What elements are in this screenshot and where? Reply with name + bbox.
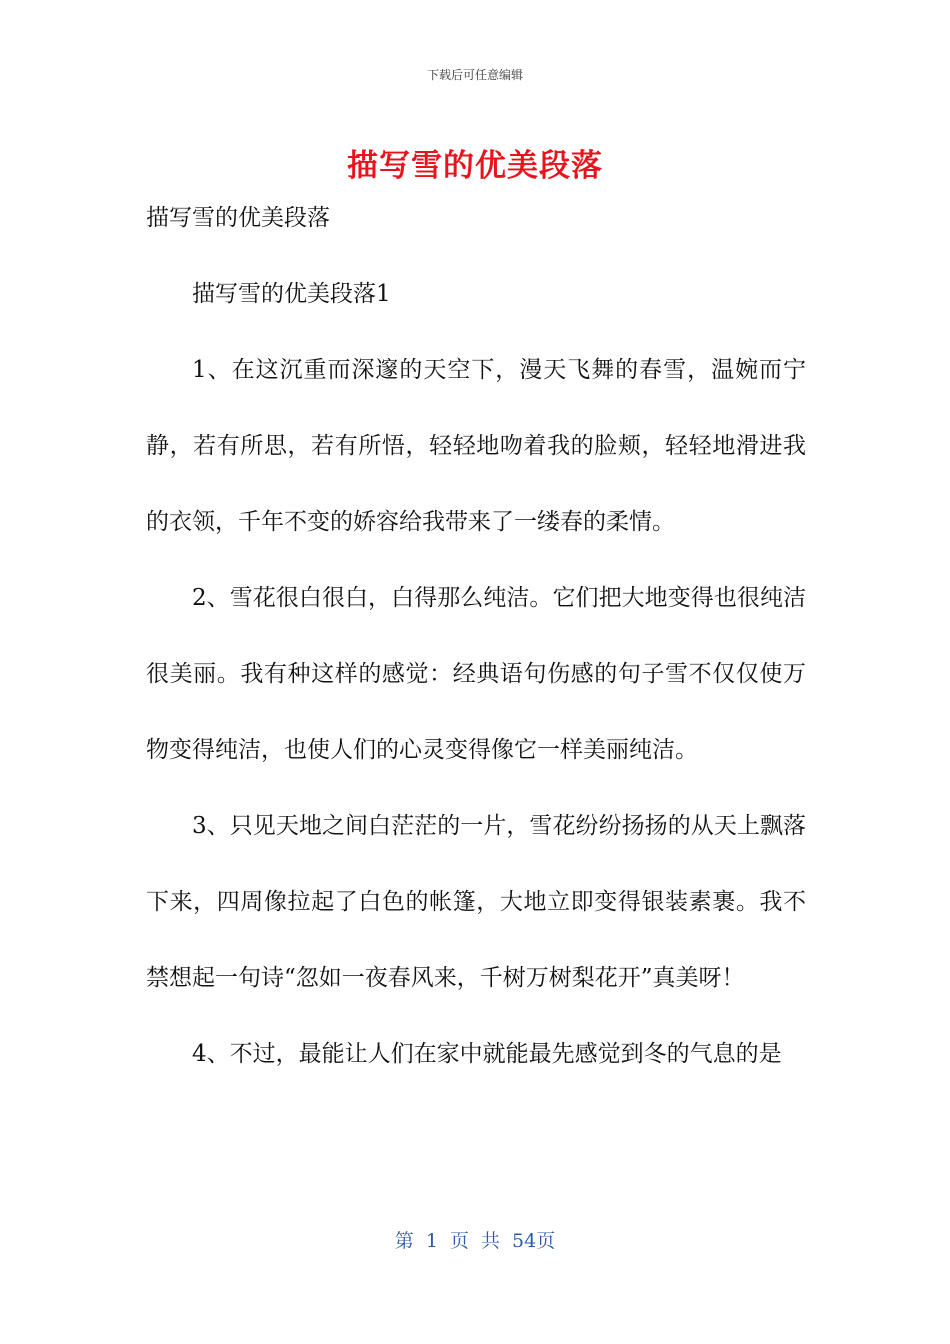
paragraph-4: 4、不过，最能让人们在家中就能最先感觉到冬的气息的是 bbox=[192, 1041, 782, 1067]
document-body bbox=[146, 199, 806, 1092]
page-number-footer: 第 1 页 共 54页 bbox=[394, 1230, 556, 1252]
header-note: 下载后可任意编辑 bbox=[426, 68, 523, 82]
section-heading: 描写雪的优美段落1 bbox=[192, 281, 391, 307]
document-title: 描写雪的优美段落 bbox=[347, 148, 603, 184]
paragraph-3: 3、只见天地之间白茫茫的一片，雪花纷纷扬扬的从天上飘落下来，四周像拉起了白色的帐篷，大地立即变得银装素裹。我不禁想起一句诗“忽如一夜春风来，千树万树梨花开”真美呀！ bbox=[146, 813, 806, 991]
paragraph-1: 1、在这沉重而深邃的天空下，漫天飞舞的春雪，温婉而宁静，若有所思，若有所悟，轻轻地吻着我的脸颊，轻轻地滑进我的衣领，千年不变的娇容给我带来了一缕春的柔情。 bbox=[146, 357, 806, 535]
paragraph-2: 2、雪花很白很白，白得那么纯洁。它们把大地变得也很纯洁很美丽。我有种这样的感觉：经典语句伤感的句子雪不仅仅使万物变得纯洁，也使人们的心灵变得像它一样美丽纯洁。 bbox=[146, 585, 806, 763]
document-subtitle: 描写雪的优美段落 bbox=[146, 205, 330, 231]
